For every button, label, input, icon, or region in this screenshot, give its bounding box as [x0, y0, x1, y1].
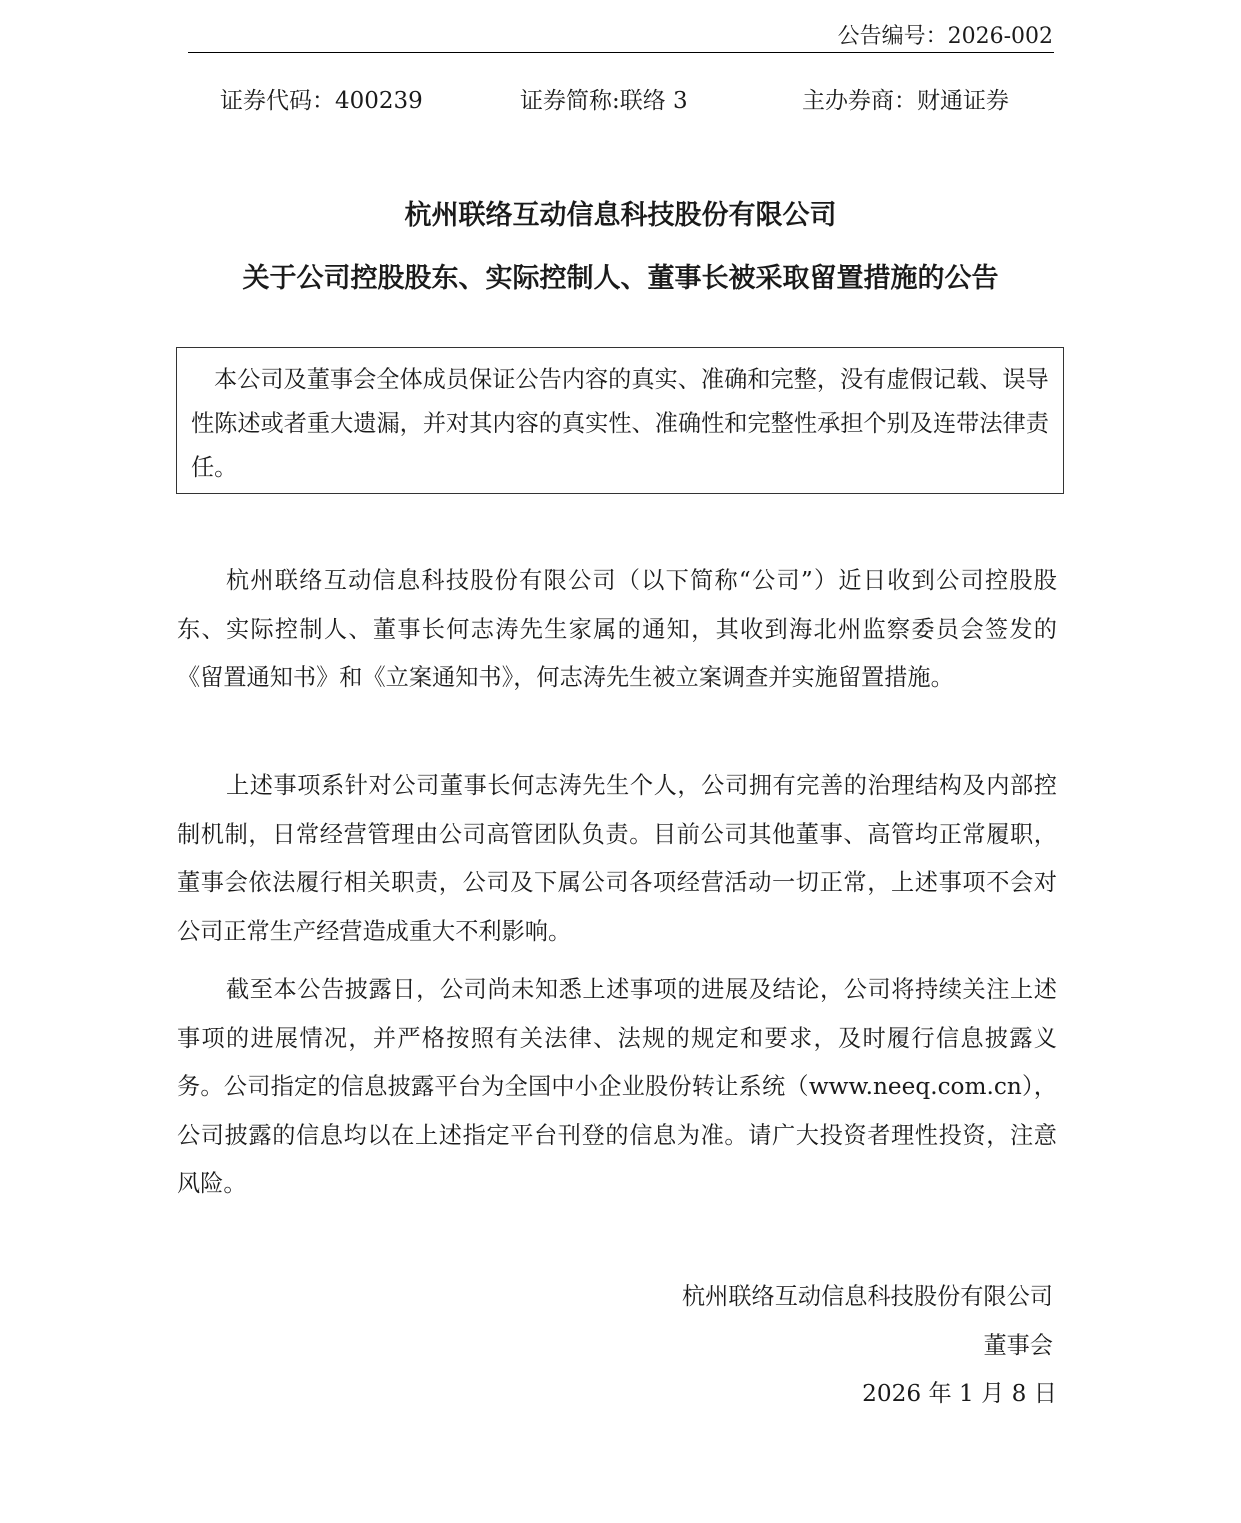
board-guarantee-notice [176, 347, 1064, 494]
paragraph-text: 截至本公告披露日，公司尚未知悉上述事项的进展及结论，公司将持续关注上述事项的进展情况，并严格按照有关法律、法规的规定和要求，及时履行信息披露义务。公司指定的信息披露平台为全国中小企业股份转让系统（www.neeq.com.cn），公司披露的信息均以在上述指定平台刊登的信息为准。请广大投资者理性投资，注意风险。 [177, 976, 1057, 1197]
paragraph-text: 杭州联络互动信息科技股份有限公司（以下简称“公司”）近日收到公司控股股东、实际控制人、董事长何志涛先生家属的通知，其收到海北州监察委员会签发的《留置通知书》和《立案通知书》，何志涛先生被立案调查并实施留置措施。 [177, 567, 1057, 691]
company-title: 杭州联络互动信息科技股份有限公司 [404, 200, 837, 231]
signature-board: 董事会 [983, 1332, 1053, 1359]
notice-text: 本公司及董事会全体成员保证公告内容的真实、准确和完整，没有虚假记载、误导性陈述或者重大遗漏，并对其内容的真实性、准确性和完整性承担个别及连带法律责任。 [191, 366, 1049, 481]
security-code: 证券代码：400239 [220, 88, 423, 114]
sponsor-broker: 主办券商：财通证券 [802, 88, 1009, 114]
body-paragraph-3 [177, 966, 1057, 1209]
security-abbreviation: 证券简称:联络 3 [520, 88, 688, 114]
paragraph-text: 上述事项系针对公司董事长何志涛先生个人，公司拥有完善的治理结构及内部控制机制，日常经营管理由公司高管团队负责。目前公司其他董事、高管均正常履职，董事会依法履行相关职责，公司及下属公司各项经营活动一切正常，上述事项不会对公司正常生产经营造成重大不利影响。 [177, 772, 1057, 945]
signature-company: 杭州联络互动信息科技股份有限公司 [682, 1283, 1053, 1310]
announcement-number: 公告编号：2026-002 [837, 24, 1053, 49]
signature-date: 2026 年 1 月 8 日 [862, 1380, 1057, 1407]
announcement-title: 关于公司控股股东、实际控制人、董事长被采取留置措施的公告 [242, 263, 999, 294]
securities-info-row [0, 85, 1241, 117]
body-paragraph-2 [177, 762, 1057, 956]
header-divider [188, 52, 1054, 53]
body-paragraph-1 [177, 557, 1057, 703]
